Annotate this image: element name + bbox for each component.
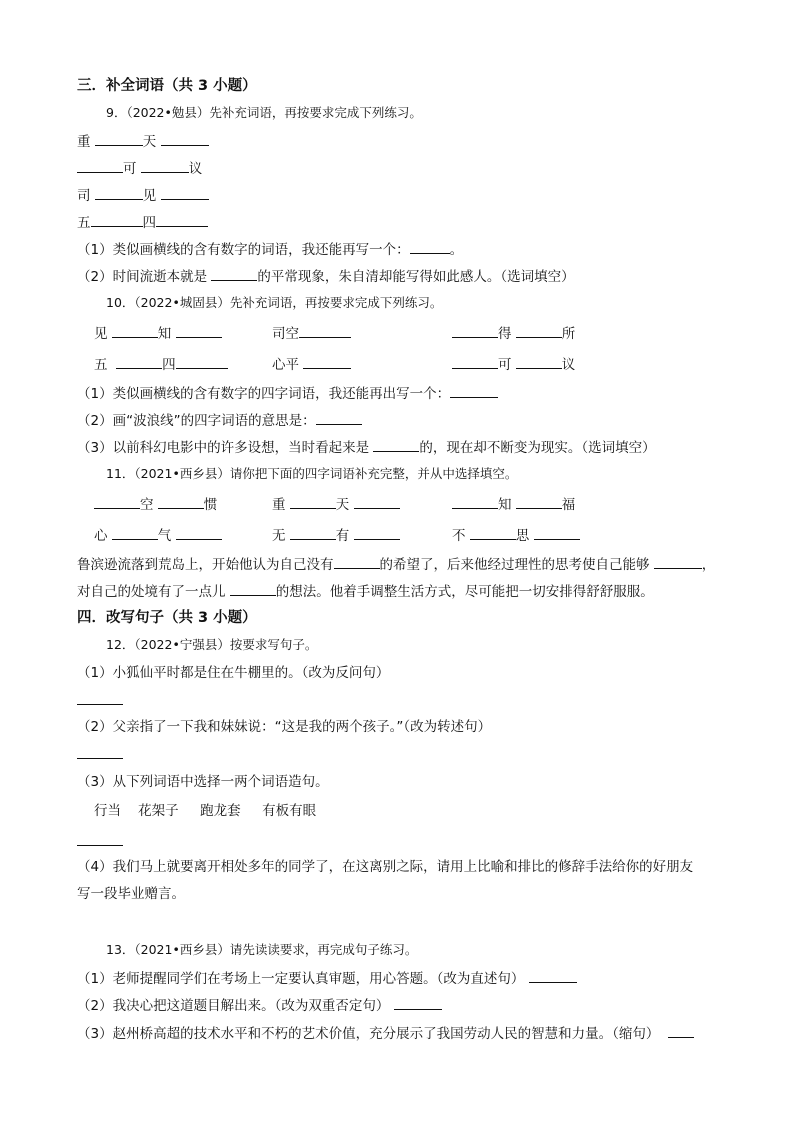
answer-blank[interactable]	[450, 383, 498, 398]
q11-intro: 11．（2021•西乡县）请你把下面的四字词语补充完整，并从中选择填空。	[106, 466, 518, 481]
answer-blank[interactable]	[516, 323, 562, 338]
answer-blank[interactable]	[161, 185, 209, 200]
q12-intro: 12．（2022•宁强县）按要求写句子。	[106, 637, 318, 652]
answer-blank[interactable]	[470, 525, 516, 540]
q10-sub2: （2）画“波浪线”的四字词语的意思是：	[77, 410, 362, 431]
q12-sub1: （1）小狐仙平时都是住在牛棚里的。（改为反问句）	[77, 665, 390, 681]
answer-blank[interactable]	[95, 185, 143, 200]
q9-row3-char2: 见	[142, 188, 157, 204]
word-option: 有板有眼	[262, 803, 317, 819]
q9-row1-char1: 重	[77, 134, 91, 150]
q12-sub3: （3）从下列词语中选择一两个词语造句。	[77, 774, 329, 790]
answer-blank[interactable]	[410, 239, 450, 254]
q13-sub2: （2）我决心把这道题目解出来。（改为双重否定句）	[77, 995, 442, 1016]
answer-blank[interactable]	[95, 131, 143, 146]
word-option: 行当	[94, 803, 121, 819]
answer-blank[interactable]	[158, 494, 204, 509]
q9-row2-char1: 可	[123, 161, 137, 177]
q13-sub1: （1）老师提醒同学们在考场上一定要认真审题，用心答题。（改为直述句）	[77, 968, 577, 989]
answer-blank[interactable]	[176, 354, 228, 369]
q11-paragraph-line1: 鲁滨逊流落到荒岛上，开始他认为自己没有 的希望了，后来他经过理性的思考使自己能够 ，	[77, 554, 715, 575]
answer-blank[interactable]	[211, 266, 257, 281]
answer-blank[interactable]	[354, 525, 400, 540]
answer-blank[interactable]	[77, 845, 123, 846]
answer-blank[interactable]	[176, 323, 222, 338]
answer-blank[interactable]	[394, 995, 442, 1010]
q12-word-options	[94, 801, 316, 821]
answer-blank[interactable]	[299, 323, 351, 338]
answer-blank[interactable]	[94, 494, 140, 509]
q12-sub4-line2: 写一段毕业赠言。	[77, 886, 185, 902]
q12-sub4-line1: （4）我们马上就要离开相处多年的同学了，在这离别之际，请用上比喻和排比的修辞手法给你的好朋友	[77, 859, 694, 875]
q9-sub2: （2）时间流逝本就是 的平常现象，朱自清却能写得如此感人。（选词填空）	[77, 266, 575, 287]
answer-blank[interactable]	[77, 758, 123, 759]
q11-row1-word1: 空 惯	[94, 494, 217, 515]
q11-row2-word3: 不 思	[452, 525, 580, 546]
answer-blank[interactable]	[334, 554, 380, 569]
answer-blank[interactable]	[668, 1023, 694, 1038]
answer-blank[interactable]	[176, 525, 222, 540]
q10-row2-word2: 心平	[272, 354, 351, 375]
q10-sub1: （1）类似画横线的含有数字的四字词语，我还能再出写一个：	[77, 383, 498, 404]
q9-row3-char1: 司	[77, 188, 91, 204]
q12-sub2: （2）父亲指了一下我和妹妹说：“这是我的两个孩子。”（改为转述句）	[77, 719, 492, 735]
answer-blank[interactable]	[373, 437, 419, 452]
answer-blank[interactable]	[452, 354, 498, 369]
q9-row-4	[77, 212, 208, 233]
q10-intro: 10．（2022•城固县）先补充词语，再按要求完成下列练习。	[106, 295, 443, 310]
answer-blank[interactable]	[654, 554, 702, 569]
answer-blank[interactable]	[290, 525, 336, 540]
q10-row1-word1: 见 知	[94, 323, 222, 344]
q10-row1-word3: 得 所	[452, 323, 575, 344]
answer-blank[interactable]	[529, 968, 577, 983]
q9-row4-char1: 五	[77, 215, 91, 231]
q10-row1-word2: 司空	[272, 323, 351, 344]
answer-blank[interactable]	[452, 494, 498, 509]
word-option: 花架子	[138, 803, 179, 819]
q11-row1-word2: 重 天	[272, 494, 400, 515]
answer-blank[interactable]	[354, 494, 400, 509]
q10-row2-word1: 五 四	[94, 354, 228, 375]
q11-row2-word2: 无 有	[272, 525, 400, 546]
q9-row-3	[77, 185, 209, 206]
q10-sub3: （3）以前科幻电影中的许多设想，当时看起来是 的，现在却不断变为现实。（选词填空）	[77, 437, 656, 458]
answer-blank[interactable]	[77, 704, 123, 705]
answer-blank[interactable]	[516, 494, 562, 509]
answer-blank[interactable]	[91, 212, 143, 227]
q11-row2-word1: 心 气	[94, 525, 222, 546]
answer-blank[interactable]	[290, 494, 336, 509]
q9-row-1	[77, 131, 209, 152]
answer-blank[interactable]	[112, 525, 158, 540]
q9-row-2	[77, 158, 202, 179]
answer-blank[interactable]	[534, 525, 580, 540]
answer-blank[interactable]	[316, 410, 362, 425]
section3-title: 三．补全词语（共 3 小题）	[77, 78, 257, 94]
word-option: 跑龙套	[200, 803, 241, 819]
answer-blank[interactable]	[230, 581, 276, 596]
answer-blank[interactable]	[77, 158, 123, 173]
section4-title: 四．改写句子（共 3 小题）	[77, 610, 257, 626]
answer-blank[interactable]	[156, 212, 208, 227]
answer-blank[interactable]	[516, 354, 562, 369]
q9-row4-char2: 四	[142, 215, 156, 231]
answer-blank[interactable]	[452, 323, 498, 338]
q10-row2-word3: 可 议	[452, 354, 575, 375]
q9-row2-char2: 议	[188, 161, 203, 177]
q9-intro: 9．（2022•勉县）先补充词语，再按要求完成下列练习。	[106, 105, 422, 120]
answer-blank[interactable]	[116, 354, 162, 369]
q11-row1-word3: 知 福	[452, 494, 575, 515]
answer-blank[interactable]	[161, 131, 209, 146]
q9-row1-char2: 天	[142, 134, 157, 150]
q11-paragraph-line2: 对自己的处境有了一点儿 的想法。他着手调整生活方式，尽可能把一切安排得舒舒服服。	[77, 581, 654, 602]
answer-blank[interactable]	[303, 354, 351, 369]
answer-blank[interactable]	[141, 158, 189, 173]
q13-sub3: （3）赵州桥高超的技术水平和不朽的艺术价值，充分展示了我国劳动人民的智慧和力量。（缩句）	[77, 1023, 694, 1044]
q13-intro: 13．（2021•西乡县）请先读读要求，再完成句子练习。	[106, 942, 418, 957]
answer-blank[interactable]	[112, 323, 158, 338]
q9-sub1: （1）类似画横线的含有数字的词语，我还能再写一个： 。	[77, 239, 463, 260]
